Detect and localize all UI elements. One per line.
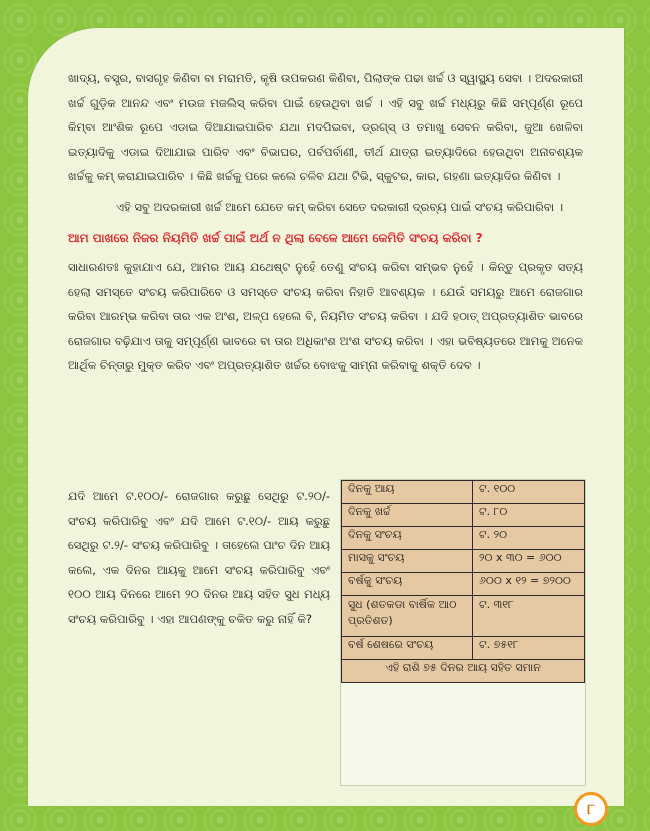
table-footer-row	[342, 660, 585, 683]
row-label: ଦିନକୁ ଖର୍ଚ୍ଚ	[342, 504, 473, 527]
savings-table	[341, 480, 585, 683]
paragraph-reduce-expenses: ଏହି ସବୁ ଅଦରକାରୀ ଖର୍ଚ୍ଚ ଆମେ ଯେତେ କମ୍ କରିବା ସେତେ ଦରକାରୀ ଦ୍ରବ୍ୟ ପାଇଁ ସଂଚୟ କରିପାରିବା ।	[116, 199, 564, 214]
row-value: ୨୦ x ୩୦ = ୬୦୦	[473, 550, 585, 573]
table-row	[342, 504, 585, 527]
row-value: ଟ. ୩୧୮	[473, 596, 585, 637]
table-row	[342, 481, 585, 504]
paragraph-savings-truth: ସାଧାରଣତଃ କୁହାଯାଏ ଯେ, ଆମର ଆୟ ଯଥେଷ୍ଟ ନୁହେଁ ତେଣୁ ସଂଚୟ କରିବା ସମ୍ଭବ ନୁହେଁ । କିନ୍ତୁ ପ୍ରକୃତ ସତ୍ୟ ହେଲା ସମସ୍ତେ ସଂଚୟ କରିପାରିବେ ଓ ସମସ୍ତେ ସଂଚୟ କରିବା ନିହାତି ଆବଶ୍ୟକ । ଯେଉଁ ସମୟରୁ ଆମେ ରୋଜଗାର କରିବା ଆରମ୍ଭ କରିବା ତାର ଏକ ଅଂଶ, ଅଳ୍ପ ହେଲେ ବି, ନିୟମିତ ସଂଚୟ କରିବା । ଯଦି ହଠାତ୍ ଅପ୍ରତ୍ୟାଶିତ ଭାବରେ ରୋଜଗାର ବଢ଼ିଯାଏ ତାକୁ ସମ୍ପୂର୍ଣ୍ଣ ଭାବରେ ବା ତାର ଅଧିକାଂଶ ଅଂଶ ସଂଚୟ କରିବା । ଏହା ଭବିଷ୍ୟତରେ ଆମକୁ ଅନେକ ଆର୍ଥିକ ଚିନ୍ତାରୁ ମୁକ୍ତ କରିବ ଏବଂ ଅପ୍ରତ୍ୟାଶିତ ଖର୍ଚ୍ଚର ବୋଝକୁ ସାମ୍ନା କରିବାକୁ ଶକ୍ତି ଦେବ ।	[68, 260, 583, 372]
row-value: ଟ. ୮୦	[473, 504, 585, 527]
row-label: ବର୍ଷକୁ ସଂଚୟ	[342, 573, 473, 596]
table-row	[342, 550, 585, 573]
paragraph-expenses: ଖାଦ୍ୟ, ବସ୍ତ୍ର, ବାସଗୃହ କିଣିବା ବା ମରାମତି, କୃଷି ଉପକରଣ କିଣିବା, ପିଲାଙ୍କ ପଢା ଖର୍ଚ୍ଚ ଓ ସ୍ୱାସ୍ଥ୍ୟ ସେବା । ଅଦରକାରୀ ଖର୍ଚ୍ଚ ଗୁଡ଼ିକ ଆନନ୍ଦ ଏବଂ ମଉଜ ମଜଲିସ୍ କରିବା ପାଇଁ ହେଉଥିବା ଖର୍ଚ୍ଚ । ଏହି ସବୁ ଖର୍ଚ୍ଚ ମଧ୍ୟରୁ କିଛି ସମ୍ପୂର୍ଣ୍ଣ ରୂପେ କିମ୍ବା ଆଂଶିକ ରୂପେ ଏଡାଇ ଦିଆଯାଇପାରିବ ଯଥା ମଦପିଇବା, ଡ୍ରଗ୍ସ୍ ଓ ତମାଖୁ ସେବନ କରିବା, ଜୁଆ ଖେଳିବା ଇତ୍ୟାଦିକୁ ଏଡାଇ ଦିଆଯାଇ ପାରିବ ଏବଂ ବିଭାଘର, ପର୍ବପର୍ବାଣୀ, ତୀର୍ଥ ଯାତ୍ରା ଇତ୍ୟାଦିରେ ହେଉଥିବା ଅନାବଶ୍ୟକ ଖର୍ଚ୍ଚକୁ କମ୍ କରାଯାଇପାରିବ । କିଛି ଖର୍ଚ୍ଚକୁ ପରେ କଲେ ଚଳିବ ଯଥା ଟିଭି, ସ୍କୁଟର, କାର, ଗହଣା ଇତ୍ୟାଦିର କିଣିବା ।	[68, 71, 583, 183]
table-row	[342, 573, 585, 596]
row-label: ବର୍ଷ ଶେଷରେ ସଂଚୟ	[342, 637, 473, 660]
page-number: ୮	[574, 792, 608, 826]
main-text-block	[68, 66, 583, 378]
row-value: ଟ. ୭୫୧୮	[473, 637, 585, 660]
savings-table-box	[340, 479, 586, 786]
paragraph-savings-example: ଯଦି ଆମେ ଟ.୧୦୦/- ରୋଜଗାର କରୁଛୁ ସେଥିରୁ ଟ.୨୦/- ସଂଚୟ କରିପାରିବୁ ଏବଂ ଯଦି ଆମେ ଟ.୧୦/- ଆୟ କରୁଛୁ ସେଥିରୁ ଟ.୨/- ସଂଚୟ କରିପାରିବୁ । ତାହେଲେ ପାଂଚ ଦିନ ଆୟ କଲେ, ଏକ ଦିନର ଆୟକୁ ଆମେ ସଂଚୟ କରିପାରିବୁ ଏବଂ ୧୦୦ ଆୟ ଦିନରେ ଆମେ ୨୦ ଦିନର ଆୟ ସହିତ ସୁଧ ମଧ୍ୟ ସଂଚୟ କରିପାରିବୁ । ଏହା ଆପଣଙ୍କୁ ଚକିତ କରୁ ନାହିଁ କି?	[68, 489, 330, 626]
table-row	[342, 637, 585, 660]
section-heading: ଆମ ପାଖରେ ନିଜର ନିୟମିତି ଖର୍ଚ୍ଚ ପାଇଁ ଅର୍ଥ ନ ଥିଲା ବେଳେ ଆମେ କେମିତି ସଂଚୟ କରିବା ?	[68, 231, 483, 245]
table-row	[342, 527, 585, 550]
row-label: ଦିନକୁ ସଂଚୟ	[342, 527, 473, 550]
row-label: ସୁଧ (ଶତକଡା ବାର୍ଷିକ ଆଠ ପ୍ରତିଶତ)	[342, 596, 473, 637]
table-row	[342, 596, 585, 637]
table-footer: ଏହି ରାଶି ୭୫ ଦିନର ଆୟ ସହିତ ସମାନ	[342, 660, 585, 683]
row-value: ଟ. ୨୦	[473, 527, 585, 550]
row-label: ମାସକୁ ସଂଚୟ	[342, 550, 473, 573]
row-label: ଦିନକୁ ଆୟ	[342, 481, 473, 504]
row-value: ୬୦୦ x ୧୨ = ୭୨୦୦	[473, 573, 585, 596]
row-value: ଟ. ୧୦୦	[473, 481, 585, 504]
